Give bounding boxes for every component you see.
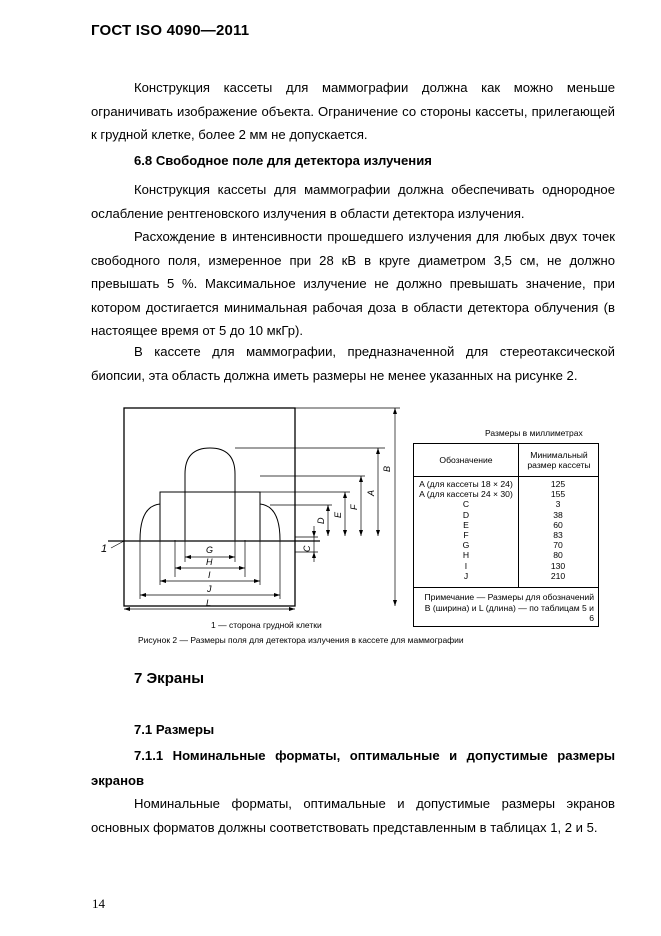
field-right-arc <box>260 504 280 540</box>
section-heading-7-1-1: 7.1.1 Номинальные форматы, оптимальные и допустимые размеры экранов <box>91 748 615 788</box>
table-row: F 83 <box>463 529 563 540</box>
table-header-min-size: Минимальный размер кассеты <box>519 444 599 477</box>
dim-label-C: C <box>302 545 312 552</box>
dimensions-table <box>413 443 599 627</box>
page-number: 14 <box>92 896 105 911</box>
section-heading-7-1: 7.1 Размеры <box>134 722 215 737</box>
dim-label-J: J <box>207 584 212 594</box>
dim-label-F: F <box>349 504 359 510</box>
dim-label-B: B <box>382 465 392 472</box>
table-row: A (для кассеты 18 × 24) 125 <box>419 479 566 489</box>
table-row: J 210 <box>463 570 566 581</box>
dim-label-L: L <box>206 598 212 608</box>
table-row: A (для кассеты 24 × 30) 155 <box>419 489 566 500</box>
document-header: ГОСТ ISO 4090—2011 <box>91 22 250 39</box>
units-note: Размеры в миллиметрах <box>485 428 583 438</box>
paragraph-intensity-deviation: Расхождение в интенсивности прошедшего излучения для любых двух точек свободного поля, измеренное при 28 кВ в круге диаметром 3,5 см, не должно превышать 5 %. Максимальное излучение не должно превышать значение, при котором достигается минимальная рабочая доза в области детектора облучения (в настоящее время от 5 до 10 мкГр). <box>91 229 615 338</box>
dim-label-A: A <box>366 489 376 496</box>
callout-leader <box>111 541 124 548</box>
section-heading-7: 7 Экраны <box>134 670 205 687</box>
dim-label-E: E <box>333 511 343 518</box>
table-row: H 80 <box>462 550 563 561</box>
table-row: D 38 <box>462 509 563 520</box>
table-rows <box>414 479 598 581</box>
field-steps <box>160 492 260 540</box>
callout-number: 1 <box>101 543 108 555</box>
table-note: Примечание — Размеры для обозначений B (ширина) и L (длина) — по таблицам 5 и 6 <box>424 592 594 623</box>
table-row: E 60 <box>463 519 563 530</box>
field-top-dome <box>185 448 235 540</box>
table-row: C 3 <box>462 499 561 510</box>
paragraph-cassette-limit: Конструкция кассеты для маммографии должна как можно меньше ограничивать изображение объекта. Ограничение со стороны кассеты, прилегающей к грудной клетке, более 2 мм не допускается. <box>91 80 615 142</box>
dim-label-I: I <box>208 570 211 580</box>
table-row: I 130 <box>464 560 566 571</box>
section-heading-6-8: 6.8 Свободное поле для детектора излучения <box>134 153 432 168</box>
dim-label-D: D <box>316 517 326 524</box>
figure-caption: Рисунок 2 — Размеры поля для детектора излучения в кассете для маммографии <box>138 635 464 645</box>
table-row: G 70 <box>462 540 563 551</box>
dim-label-H: H <box>206 557 213 567</box>
figure-legend: 1 — сторона грудной клетки <box>211 620 322 630</box>
paragraph-stereotaxic-biopsy: В кассете для маммографии, предназначенной для стереотаксической биопсии, эта область должна иметь размеры не менее указанных на рисунке 2. <box>91 344 615 383</box>
field-left-arc <box>140 504 160 540</box>
paragraph-screen-formats: Номинальные форматы, оптимальные и допустимые размеры экранов основных форматов должны соответствовать представленным в таблицах 1, 2 и 5. <box>91 796 615 835</box>
paragraph-uniform-attenuation: Конструкция кассеты для маммографии должна обеспечивать однородное ослабление рентгеновского излучения в области детектора излучения. <box>91 182 615 221</box>
dim-label-G: G <box>206 545 214 555</box>
table-header-designation: Обозначение <box>414 444 519 477</box>
